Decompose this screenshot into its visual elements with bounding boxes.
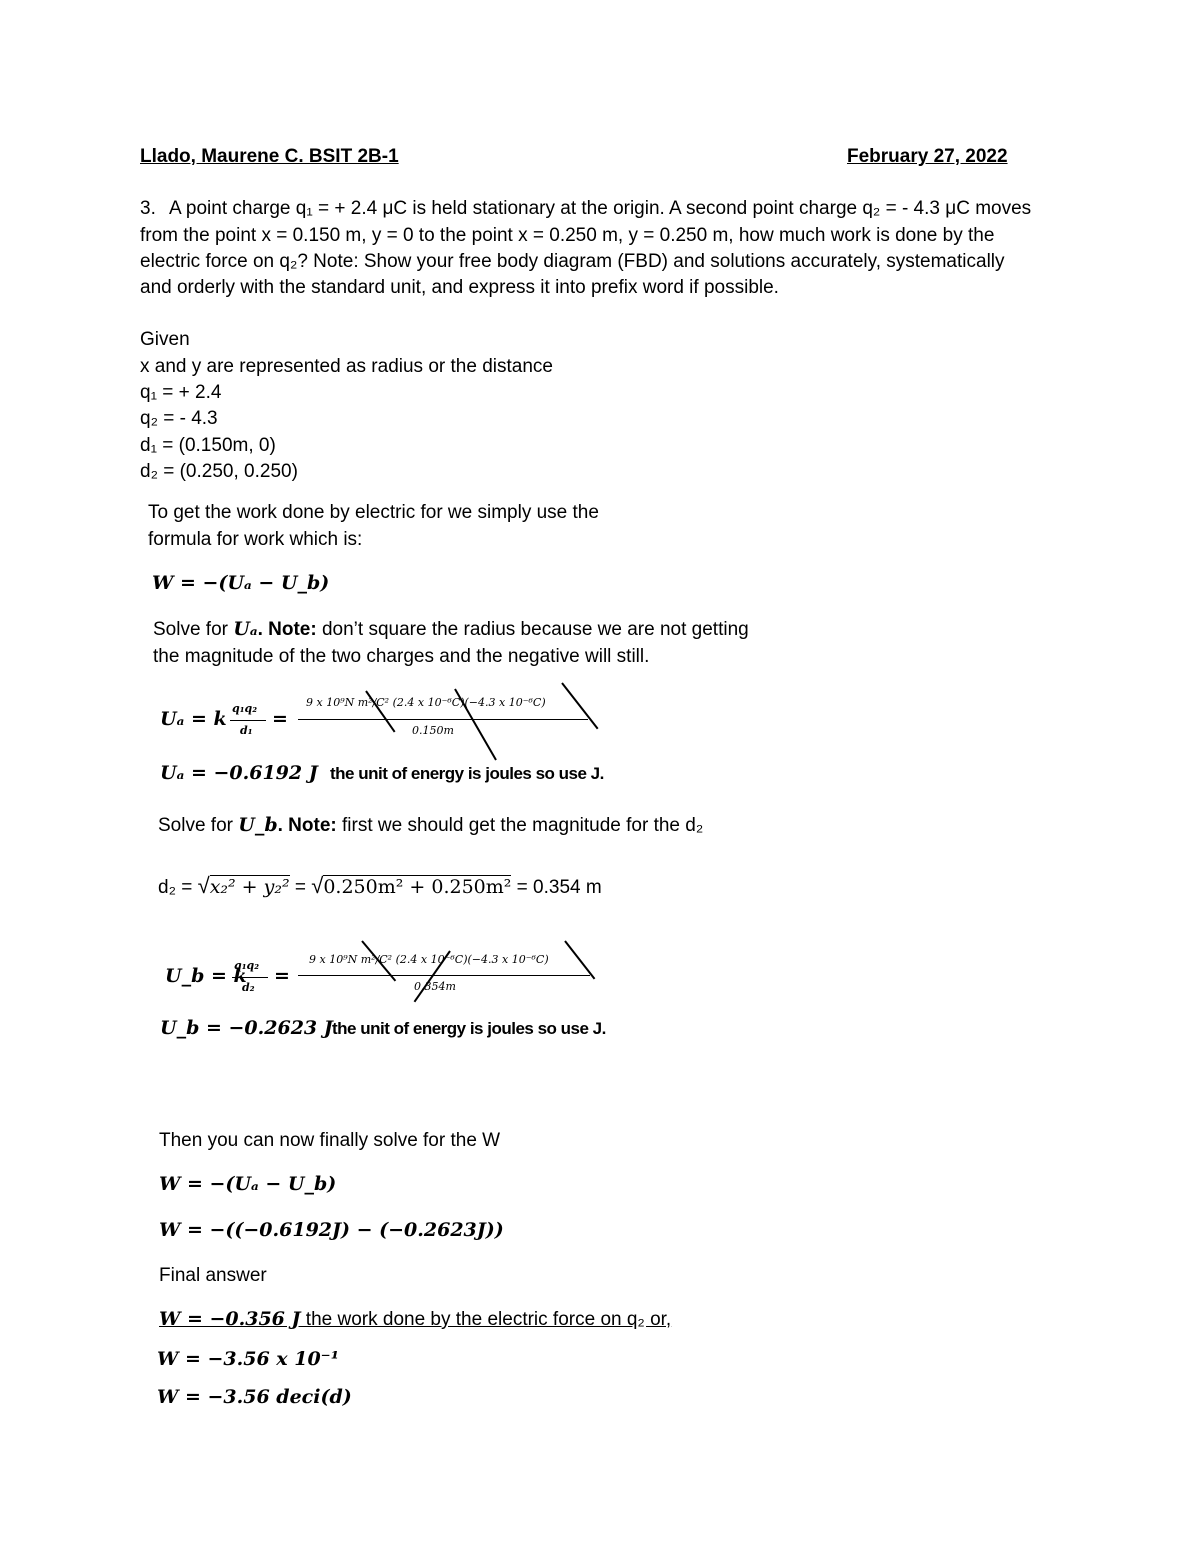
final-answer-note: the work done by the electric force on q₂ or, [300,1309,672,1330]
problem-line-2: from the point x = 0.150 m, y = 0 to the point x = 0.250 m, y = 0.250 m, how much work is done by the [140,225,995,246]
final-intro: Then you can now finally solve for the W [159,1130,501,1151]
ua-frac-bar [230,720,266,721]
given-desc: x and y are represented as radius or the distance [140,356,553,377]
ua-big-bar [298,719,588,720]
d2-calc [158,873,602,900]
final-eq-1: W = −(Uₐ − U_b) [159,1173,337,1195]
final-eq-2: W = −((−0.6192J) − (−0.2623J)) [159,1219,504,1241]
final-answer-value: W = −0.356 J [159,1308,301,1330]
ua-note-label: . Note: [257,619,317,640]
d2-result: = 0.354 m [511,877,602,898]
ub-note-1: first we should get the magnitude for the d₂ [336,815,704,836]
ub-var: U_b [238,814,278,836]
ub-note-label: . Note: [277,815,337,836]
ub-frac-num: q₁q₂ [234,959,260,972]
cancel-mark [564,940,595,979]
sqrt-icon: √ [311,873,324,898]
ua-heading [153,618,749,642]
d2-lhs: d₂ = [158,877,198,898]
ua-eq: = [272,708,288,730]
final-scientific: W = −3.56 x 10⁻¹ [157,1348,340,1370]
date: February 27, 2022 [847,146,1008,167]
ua-var: Uₐ [233,618,258,640]
final-answer [159,1308,671,1332]
given-d1: d₁ = (0.150m, 0) [140,435,276,456]
problem-line-4: and orderly with the standard unit, and express it into prefix word if possible. [140,277,779,298]
ub-result-note: the unit of energy is joules so use J. [332,1019,606,1038]
given-q1: q₁ = + 2.4 [140,382,222,403]
student-name: Llado, Maurene C. BSIT 2B-1 [140,146,399,167]
ub-big-bar [298,975,590,976]
given-d2: d₂ = (0.250, 0.250) [140,461,298,482]
ua-note-2: the magnitude of the two charges and the negative will still. [153,646,650,667]
ua-frac-num: q₁q₂ [232,702,258,715]
ua-frac-den: d₁ [240,724,253,737]
problem-line-3: electric force on q₂? Note: Show your free body diagram (FBD) and solutions accurately, systematically [140,251,1005,272]
cancel-mark [561,682,598,729]
ua-prefix: Solve for [153,619,234,640]
ub-eq: = [274,965,290,987]
ub-lhs: U_b = k [165,965,247,987]
intro-line-2: formula for work which is: [148,529,363,550]
ub-big-num: 9 x 10⁹N m²/C² (2.4 x 10⁻⁶C)(−4.3 x 10⁻⁶C) [309,953,549,966]
d2-radicand-1: x₂² + y₂² [209,876,290,898]
d2-radicand-2: 0.250m² + 0.250m² [323,876,512,898]
ua-lhs: Uₐ = k [160,708,227,730]
ua-note-1: don’t square the radius because we are not getting [316,619,749,640]
ub-heading [158,814,703,838]
work-formula: W = −(Uₐ − U_b) [152,572,330,594]
given-q2: q₂ = - 4.3 [140,408,218,429]
final-prefix: W = −3.56 deci(d) [157,1386,352,1408]
ua-result-note: the unit of energy is joules so use J. [330,764,604,783]
ua-big-num: 9 x 10⁹N m²/C² (2.4 x 10⁻⁶C)(−4.3 x 10⁻⁶C) [306,696,546,709]
problem-number: 3. [140,198,156,219]
intro-line-1: To get the work done by electric for we simply use the [148,502,599,523]
ua-big-den: 0.150m [412,724,454,737]
ub-frac-bar [232,977,268,978]
d2-eq: = [289,877,312,898]
sqrt-icon: √ [197,873,210,898]
ua-result: Uₐ = −0.6192 J [160,762,318,784]
ub-prefix: Solve for [158,815,239,836]
problem-line-1: A point charge q₁ = + 2.4 μC is held stationary at the origin. A second point charge q₂ = - 4.3 μC moves [169,198,1032,219]
ub-result: U_b = −0.2623 J [160,1017,333,1039]
final-label: Final answer [159,1265,267,1286]
ub-frac-den: d₂ [242,981,255,994]
ub-big-den: 0.354m [414,980,456,993]
given-title: Given [140,329,190,350]
